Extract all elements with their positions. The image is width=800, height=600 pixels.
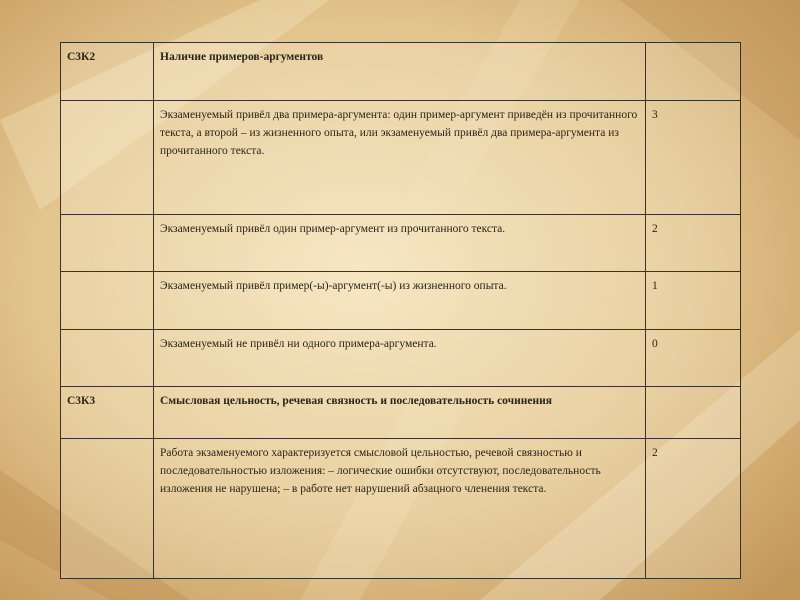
score-cell: 3: [646, 101, 741, 215]
score-cell: [646, 387, 741, 439]
score-cell: 0: [646, 330, 741, 387]
criterion-code: С3К3: [61, 387, 154, 439]
table-row: [61, 272, 741, 330]
table-row: [61, 387, 741, 439]
criterion-description: Экзаменуемый привёл два примера-аргумента: один пример-аргумент приведён из прочитанного текста, а второй – из жизненного опыта, или экзаменуемый привёл два примера-аргумента из прочитанного текста.: [154, 101, 646, 215]
criterion-description: Экзаменуемый привёл один пример-аргумент из прочитанного текста.: [154, 215, 646, 272]
table-row: [61, 439, 741, 579]
criterion-code: [61, 272, 154, 330]
criterion-title: Наличие примеров-аргументов: [154, 43, 646, 101]
score-cell: 2: [646, 215, 741, 272]
score-cell: 1: [646, 272, 741, 330]
criterion-code: С3К2: [61, 43, 154, 101]
criterion-description: Экзаменуемый не привёл ни одного примера-аргумента.: [154, 330, 646, 387]
criterion-code: [61, 101, 154, 215]
criterion-description: Работа экзаменуемого характеризуется смысловой цельностью, речевой связностью и последовательностью изложения: – логические ошибки отсутствуют, последовательность изложения не нарушена; – в работе нет нарушений абзацного членения текста.: [154, 439, 646, 579]
criteria-table-wrapper: [60, 42, 740, 578]
table-row: [61, 43, 741, 101]
score-cell: 2: [646, 439, 741, 579]
criterion-code: [61, 215, 154, 272]
score-cell: [646, 43, 741, 101]
table-row: [61, 215, 741, 272]
criterion-code: [61, 439, 154, 579]
table-row: [61, 101, 741, 215]
criteria-table: [60, 42, 741, 579]
criterion-title: Смысловая цельность, речевая связность и последовательность сочинения: [154, 387, 646, 439]
criterion-description: Экзаменуемый привёл пример(-ы)-аргумент(-ы) из жизненного опыта.: [154, 272, 646, 330]
table-row: [61, 330, 741, 387]
criterion-code: [61, 330, 154, 387]
